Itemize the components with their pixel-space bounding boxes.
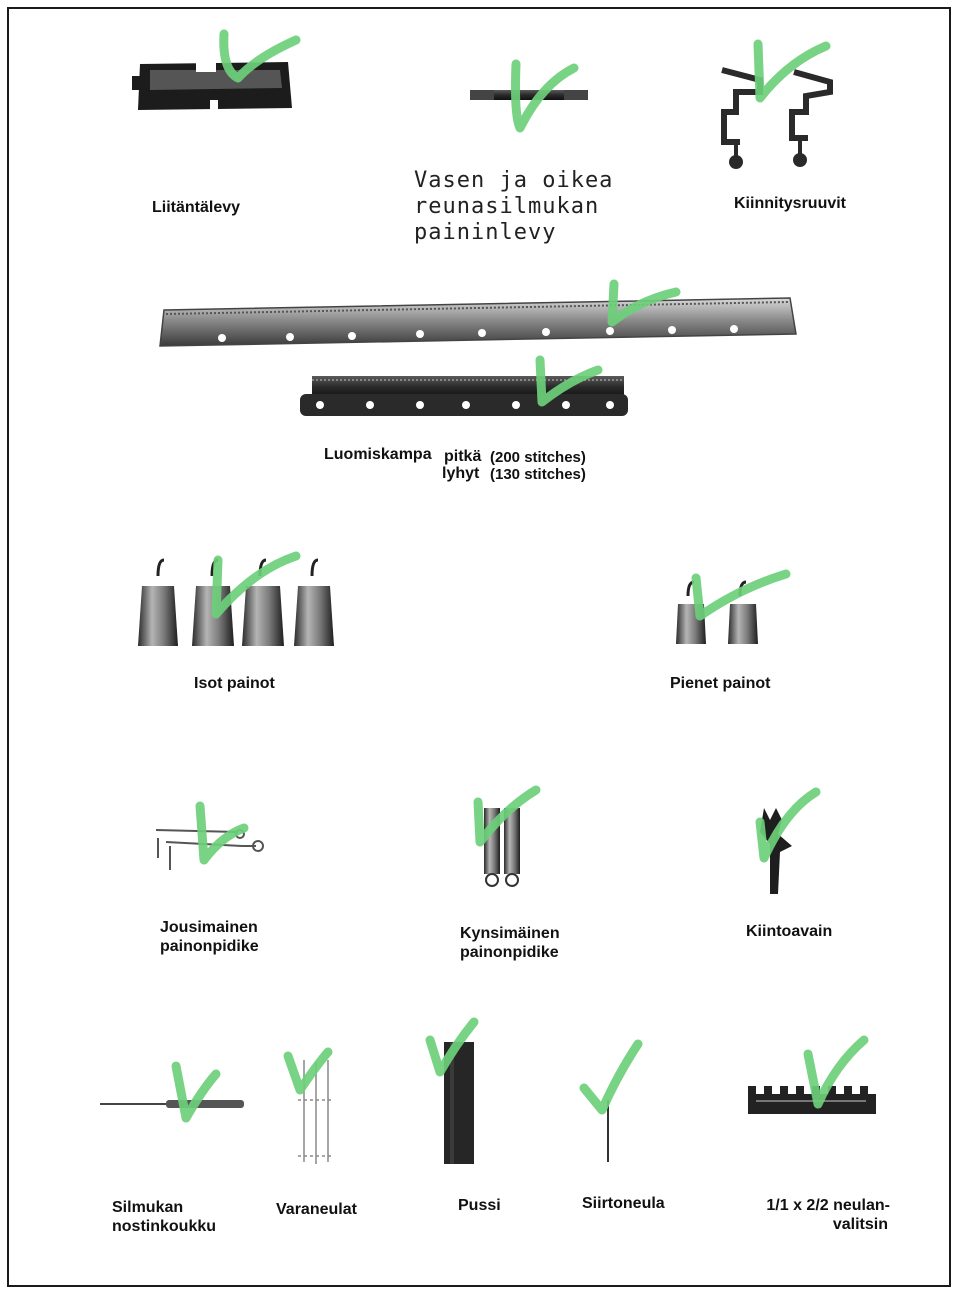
label-pussi: Pussi xyxy=(458,1197,501,1214)
label-luomiskampa-short-count: (130 stitches) xyxy=(490,466,586,483)
checkmark-icon xyxy=(200,806,244,860)
connection-plate-image xyxy=(132,60,292,112)
label-silmukan-line2: nostinkoukku xyxy=(112,1218,217,1235)
label-kynsimainen-line1: Kynsimäinen xyxy=(460,925,560,942)
checkmark-icon xyxy=(176,1066,216,1118)
label-kiinnitysruuvit: Kiinnitysruuvit xyxy=(734,195,847,212)
label-reunasilmukka-line2: reunasilmukan xyxy=(414,194,600,219)
label-liitantalevy: Liitäntälevy xyxy=(152,199,241,216)
label-siirtoneula: Siirtoneula xyxy=(582,1195,665,1212)
label-reunasilmukka-line1: Vasen ja oikea xyxy=(414,168,614,193)
label-reunasilmukka-line3: paininlevy xyxy=(414,220,557,245)
label-jousimainen-line1: Jousimainen xyxy=(160,919,258,936)
label-neulanvalitsin-line2: valitsin xyxy=(832,1216,888,1233)
latch-tool-image xyxy=(100,1100,244,1108)
large-weights-image xyxy=(138,560,334,646)
label-isot-painot: Isot painot xyxy=(194,675,275,692)
label-luomiskampa-long: pitkä xyxy=(444,448,482,465)
label-pienet-painot: Pienet painot xyxy=(670,675,771,692)
label-luomiskampa-long-count: (200 stitches) xyxy=(490,449,586,466)
label-kynsimainen-line2: painonpidike xyxy=(460,944,559,961)
label-neulanvalitsin-line1: 1/1 x 2/2 neulan- xyxy=(766,1197,890,1214)
label-varaneulat: Varaneulat xyxy=(276,1201,357,1218)
checkmark-icon xyxy=(758,44,826,98)
checkmark-icon xyxy=(584,1044,638,1110)
checkmark-icon xyxy=(288,1052,328,1090)
label-kiintoavain: Kiintoavain xyxy=(746,923,833,940)
label-jousimainen-line2: painonpidike xyxy=(160,938,259,955)
spare-needles-image xyxy=(298,1060,334,1164)
label-silmukan-line1: Silmukan xyxy=(112,1199,184,1216)
label-luomiskampa-short: lyhyt xyxy=(442,465,480,482)
cast-on-comb-long-image xyxy=(160,298,796,346)
edge-stitch-presser-image xyxy=(470,90,588,100)
label-luomiskampa: Luomiskampa xyxy=(324,446,432,463)
